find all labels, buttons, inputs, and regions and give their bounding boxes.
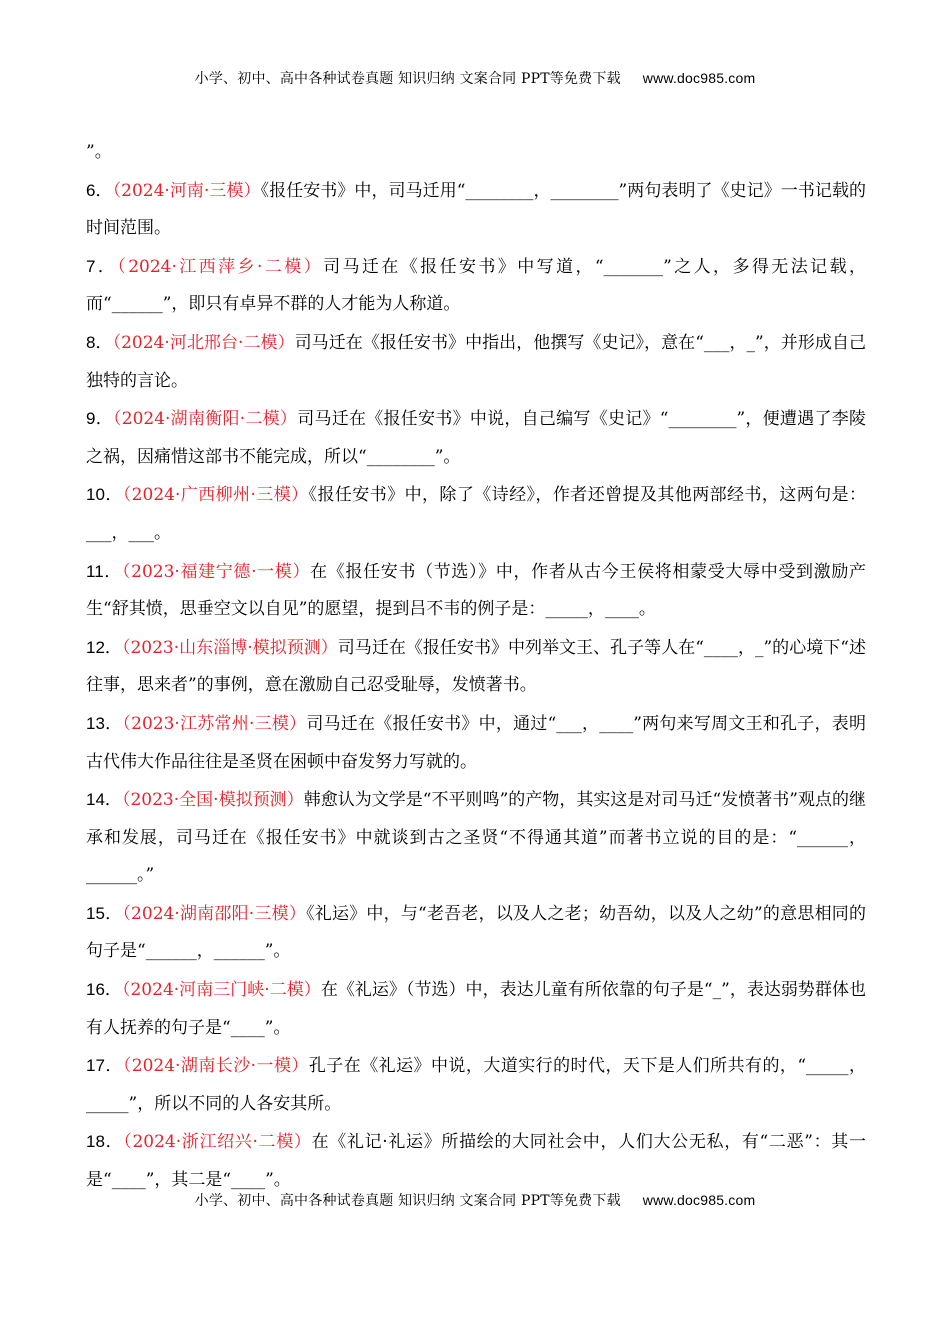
question-16: 16．（2024·河南三门峡·二模）在《礼运》（节选）中，表达儿童有所依靠的句子是“_”，表达弱势群体也有人抚养的句子是“____”。 [86, 980, 866, 1038]
question-text: 在《礼运》（节选）中，表达儿童有所依靠的句子是“_”，表达弱势群体也有人抚养的句子是“____”。 [86, 980, 866, 1038]
question-text: 在《礼记·礼运》所描绘的大同社会中，人们大公无私，有“二恶”：其一是“____”，其二是“____”。 [86, 1132, 866, 1191]
question-source: （2024·河南·三模） [112, 180, 261, 201]
question-14: 14．（2023·全国·模拟预测）韩愈认为文学是“不平则鸣”的产物，其实这是对司马迁“发愤著书”观点的继承和发展，司马迁在《报任安书》中就谈到古之圣贤“不得通其道”而著书立说的目的是：“______，______。” [86, 790, 866, 886]
question-12: 12．（2023·山东淄博·模拟预测）司马迁在《报任安书》中列举文王、孔子等人在“____，_”的心境下“述往事，思来者”的事例，意在激励自己忍受耻辱，发愤著书。 [86, 637, 866, 696]
question-18: 18．（2024·浙江绍兴·二模）在《礼记·礼运》所描绘的大同社会中，人们大公无私，有“二恶”：其一是“____”，其二是“____”。 [86, 1132, 866, 1191]
question-text: 《报任安书》中，司马迁用“________，________”两句表明了《史记》一书记载的时间范围。 [86, 180, 866, 239]
question-source: （2024·河北邢台·二模） [112, 332, 295, 353]
header-url[interactable]: www.doc985.com [642, 70, 756, 86]
page-footer [0, 1190, 950, 1210]
question-15: 15．（2024·湖南邵阳·三模）《礼运》中，与“老吾老，以及人之老；幼吾幼，以及人之幼”的意思相同的句子是“______，______”。 [86, 903, 866, 962]
footer-text: 小学、初中、高中各种试卷真题 知识归纳 文案合同 PPT等免费下载 [194, 1193, 621, 1209]
question-17: 17．（2024·湖南长沙·一模）孔子在《礼运》中说，大道实行的时代，天下是人们所共有的，“_____，_____”，所以不同的人各安其所。 [86, 1056, 866, 1114]
footer-url[interactable]: www.doc985.com [642, 1192, 756, 1208]
question-source: （2023·江苏常州·三模） [122, 713, 307, 734]
question-source: （2023·全国·模拟预测） [121, 790, 304, 811]
question-source: （2023·山东淄博·模拟预测） [121, 637, 338, 658]
question-13: 13．（2023·江苏常州·三模）司马迁在《报任安书》中，通过“___，____”两句来写周文王和孔子，表明古代伟大作品往往是圣贤在困顿中奋发努力写就的。 [86, 713, 866, 772]
question-source: （2024·广西柳州·三模） [122, 485, 309, 506]
page-header [0, 68, 950, 88]
question-source: （2023·福建宁德·一模） [121, 561, 311, 582]
question-text: 孔子在《礼运》中说，大道实行的时代，天下是人们所共有的，“_____，_____”，所以不同的人各安其所。 [86, 1056, 866, 1114]
question-text: 《报任安书》中，除了《诗经》，作者还曾提及其他两部经书，这两句是：___，___。 [86, 485, 867, 543]
question-text: 司马迁在《报任安书》中指出，他撰写《史记》，意在“___，_”，并形成自己独特的言论。 [86, 332, 866, 391]
question-source: （2024·湖南长沙·一模） [122, 1056, 309, 1077]
question-10: 10．（2024·广西柳州·三模）《报任安书》中，除了《诗经》，作者还曾提及其他两部经书，这两句是：___，___。 [86, 485, 867, 543]
header-text: 小学、初中、高中各种试卷真题 知识归纳 文案合同 PPT等免费下载 [194, 71, 621, 87]
question-text: 韩愈认为文学是“不平则鸣”的产物，其实这是对司马迁“发愤著书”观点的继承和发展，司马迁在《报任安书》中就谈到古之圣贤“不得通其道”而著书立说的目的是：“______，______。” [86, 790, 866, 886]
question-source: （2024·浙江绍兴·二模） [123, 1132, 312, 1153]
question-text: 司马迁在《报任安书》中写道，“_______”之人，多得无法记载，而“______”，即只有卓异不群的人才能为人称道。 [86, 256, 866, 315]
question-9: 9．（2024·湖南衡阳·二模）司马迁在《报任安书》中说，自己编写《史记》“________”，便遭遇了李陵之祸，因痛惜这部书不能完成，所以“________”。 [86, 409, 866, 467]
question-7: 7．（2024·江西萍乡·二模）司马迁在《报任安书》中写道，“_______”之人，多得无法记载，而“______”，即只有卓异不群的人才能为人称道。 [86, 256, 866, 315]
question-text: 司马迁在《报任安书》中，通过“___，____”两句来写周文王和孔子，表明古代伟大作品往往是圣贤在困顿中奋发努力写就的。 [86, 713, 866, 772]
question-text: 司马迁在《报任安书》中列举文王、孔子等人在“____，_”的心境下“述往事，思来者”的事例，意在激励自己忍受耻辱，发愤著书。 [86, 637, 866, 696]
question-source: （2024·江西萍乡·二模） [117, 256, 324, 277]
question-8: 8．（2024·河北邢台·二模）司马迁在《报任安书》中指出，他撰写《史记》，意在“___，_”，并形成自己独特的言论。 [86, 332, 866, 391]
question-text: 《礼运》中，与“老吾老，以及人之老；幼吾幼，以及人之幼”的意思相同的句子是“______，______”。 [86, 903, 866, 962]
question-source: （2024·河南三门峡·二模） [121, 980, 321, 1001]
question-list [86, 134, 866, 1200]
question-text: 司马迁在《报任安书》中说，自己编写《史记》“________”，便遭遇了李陵之祸，因痛惜这部书不能完成，所以“________”。 [86, 409, 866, 467]
question-source: （2024·湖南衡阳·二模） [112, 409, 298, 430]
question-source: （2024·湖南邵阳·三模） [122, 903, 307, 924]
question-6: 6．（2024·河南·三模）《报任安书》中，司马迁用“________，________”两句表明了《史记》一书记载的时间范围。 [86, 180, 866, 239]
question-11: 11．（2023·福建宁德·一模）在《报任安书（节选）》中，作者从古今王侯将相蒙受大辱中受到激励产生“舒其愤，思垂空文以自见”的愿望，提到吕不韦的例子是：_____，____。 [86, 561, 867, 620]
lead-line: ”。 [86, 142, 112, 162]
question-text: 在《报任安书（节选）》中，作者从古今王侯将相蒙受大辱中受到激励产生“舒其愤，思垂空文以自见”的愿望，提到吕不韦的例子是：_____，____。 [86, 561, 867, 620]
